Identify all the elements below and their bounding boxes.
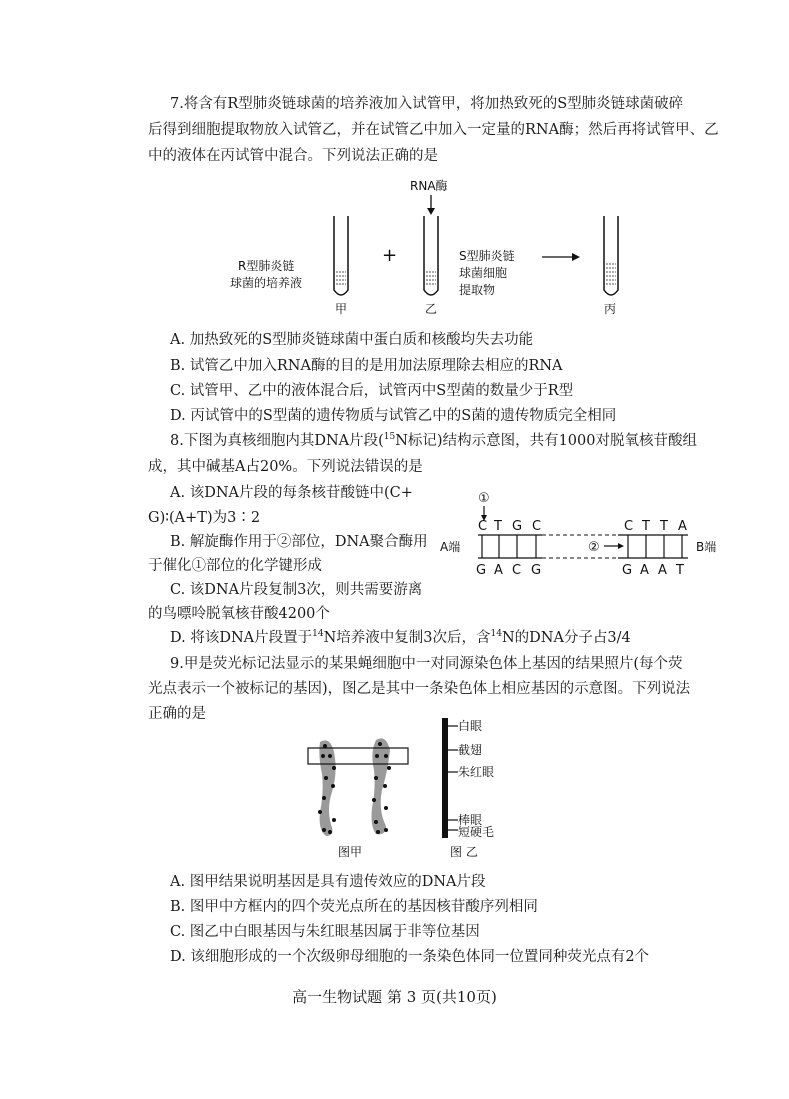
dna-fragment-figure [440,484,730,584]
q8-stem-line1 [170,431,697,451]
q8-option-a-line1: A. 该DNA片段的每条核苷酸链中(C+ [170,485,413,501]
dna-top-right-0: C [624,519,634,534]
tube-yi [424,216,438,295]
tube-bing [604,216,618,295]
dna-bottom-left-0: G [476,563,487,578]
plus-sign: + [382,245,398,266]
gene-cut-wing: 截翅 [458,743,483,757]
dna-top-left-1: T [494,519,502,534]
marker-2: ② [588,540,600,555]
dna-top-left-3: C [532,519,542,534]
tube-jia-desc-1: R型肺炎链 [238,259,295,273]
q8-d-mid: N培养液中复制3次后，含 [323,630,491,646]
q8-stem-sup: 15 [383,432,396,443]
q7-stem-line3: 中的液体在丙试管中混合。下列说法正确的是 [148,148,438,164]
gene-white-eye: 白眼 [458,719,483,733]
page-footer: 高一生物试题 第 3 页(共10页) [292,988,497,1006]
dna-top-left-0: C [478,519,488,534]
gene-vermilion-eye: 朱红眼 [458,765,495,779]
q7-option-d: D. 丙试管中的S型菌的遗传物质与试管乙中的S菌的遗传物质完全相同 [170,408,617,424]
q8-option-c-line2: 的鸟嘌呤脱氧核苷酸4200个 [148,606,330,622]
tube-yi-desc-3: 提取物 [459,283,496,297]
chromosome-right [372,738,391,834]
q9-option-c: C. 图乙中白眼基因与朱红眼基因属于非等位基因 [170,924,480,940]
q7-option-a: A. 加热致死的S型肺炎链球菌中蛋白质和核酸均失去功能 [170,332,534,348]
dna-top-right-1: T [642,519,650,534]
q8-stem-pre: 8.下图为真核细胞内其DNA片段( [170,433,384,449]
q8-d-post: N的DNA分子占3/4 [501,630,631,646]
dna-left-end: A端 [440,540,461,554]
dna-bottom-right-1: A [640,563,649,578]
tube-yi-desc-2: 球菌细胞 [459,266,508,280]
gene-bar [442,718,448,838]
gene-bar-eye: 棒眼 [458,813,483,827]
dna-top-right-2: T [660,519,668,534]
marker-1: ① [478,491,490,506]
dna-bottom-right-2: A [658,563,667,578]
q8-d-sup1: 14 [312,629,324,640]
q8-option-d [170,628,631,648]
caption-jia: 图甲 [338,845,363,859]
dna-bottom-right-3: T [676,563,684,578]
q7-test-tube-figure [0,170,789,320]
q8-option-a-line2: G)∶(A+T)为3∶2 [148,510,261,526]
q8-stem-line2: 成，其中碱基A占20%。下列说法错误的是 [148,459,423,475]
q8-stem-post: N标记)结构示意图，共有1000对脱氧核苷酸组 [395,433,697,449]
q9-stem-line3: 正确的是 [148,706,206,722]
q7-option-c: C. 试管甲、乙中的液体混合后，试管丙中S型菌的数量少于R型 [170,383,574,399]
q9-stem-line2: 光点表示一个被标记的基因)，图乙是其中一条染色体上相应基因的示意图。下列说法 [148,681,691,697]
q7-stem-line2: 后得到细胞提取物放入试管乙，并在试管乙中加入一定量的RNA酶；然后再将试管甲、乙 [148,122,719,138]
dna-bottom-right-0: G [622,563,633,578]
dna-top-right-3: A [678,519,687,534]
q8-option-b-line1: B. 解旋酶作用于②部位，DNA聚合酶用 [170,534,428,550]
q9-option-b: B. 图甲中方框内的四个荧光点所在的基因核苷酸序列相同 [170,899,538,915]
q9-stem-line1: 9.甲是荧光标记法显示的某果蝇细胞中一对同源染色体上基因的结果照片(每个荧 [170,656,683,672]
tube-yi-name: 乙 [425,302,438,316]
q9-option-d: D. 该细胞形成的一个次级卵母细胞的一条染色体同一位置同种荧光点有2个 [170,949,650,965]
q8-option-c-line1: C. 该DNA片段复制3次，则共需要游离 [170,582,423,598]
dna-bottom-left-2: C [512,563,522,578]
caption-yi: 图 乙 [450,845,478,859]
dna-bottom-left-3: G [531,563,542,578]
tube-jia [334,216,348,295]
dna-right-end: B端 [696,540,717,554]
q9-option-a: A. 图甲结果说明基因是具有遗传效应的DNA片段 [170,874,486,890]
q8-option-b-line2: 于催化①部位的化学键形成 [148,558,322,574]
q8-d-pre: D. 将该DNA片段置于 [170,630,313,646]
dna-top-left-2: G [512,519,523,534]
q9-chromosome-figure [290,712,550,862]
tube-yi-desc-1: S型肺炎链 [459,249,515,263]
q7-stem-line1: 7.将含有R型肺炎链球菌的培养液加入试管甲，将加热致死的S型肺炎链球菌破碎 [170,96,684,112]
tube-bing-name: 丙 [604,302,617,316]
tube-jia-desc-2: 球菌的培养液 [230,276,303,290]
rna-enzyme-label: RNA酶 [410,179,448,193]
dna-bottom-left-1: A [494,563,503,578]
gene-short-bristle: 短硬毛 [458,825,495,839]
tube-jia-name: 甲 [335,302,348,316]
q8-d-sup2: 14 [490,629,502,640]
q7-option-b: B. 试管乙中加入RNA酶的目的是用加法原理除去相应的RNA [170,358,563,374]
